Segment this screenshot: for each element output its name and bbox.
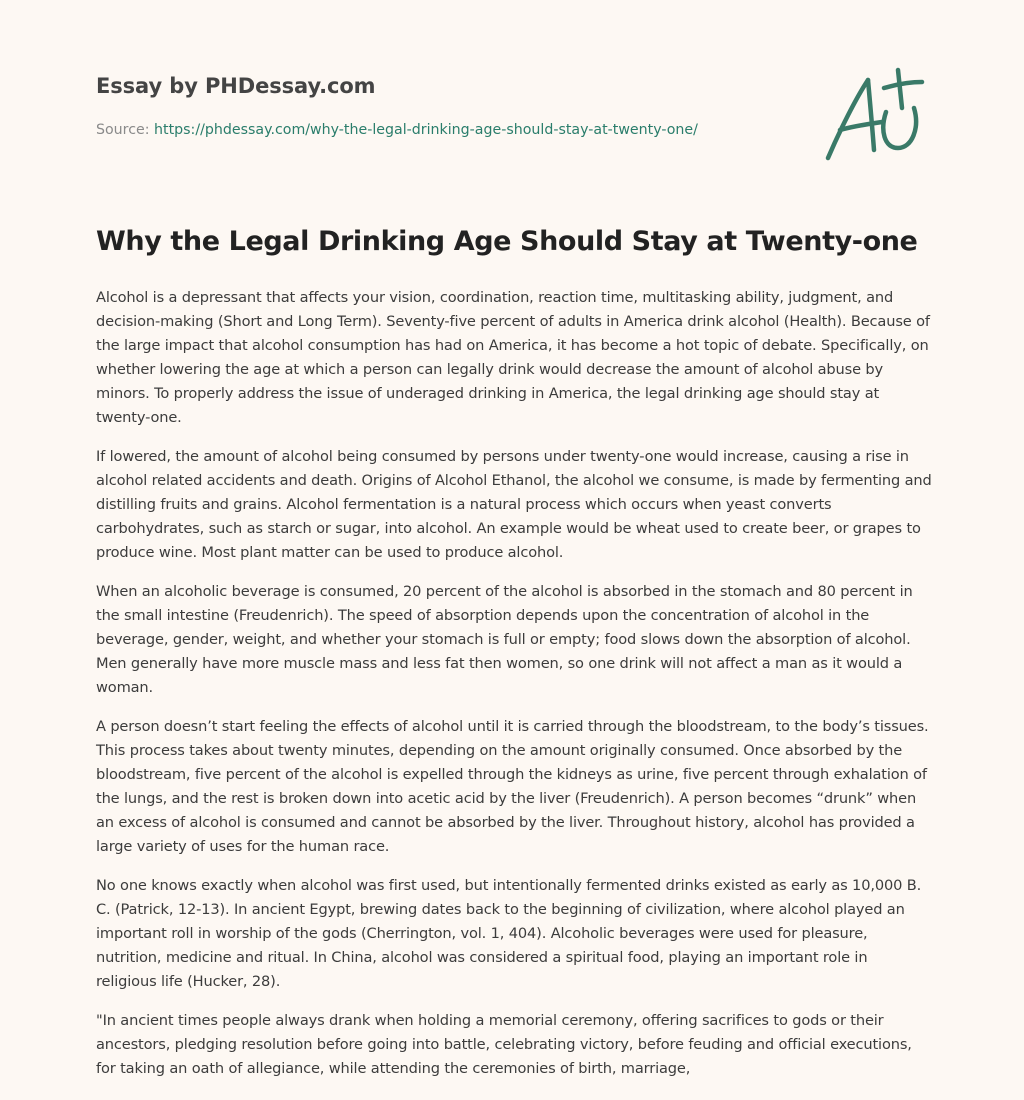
a-plus-logo-icon	[818, 64, 930, 168]
essay-paragraph: "In ancient times people always drank when holding a memorial ceremony, offering sacrifices to gods or their ancestors, pledging resolution before going into battle, celebrating victory, before feuding and official executions, for taking an oath of allegiance, while attending the ceremonies of birth, marriage,	[96, 1012, 912, 1077]
source-line	[96, 122, 796, 138]
essay-paragraph: If lowered, the amount of alcohol being consumed by persons under twenty-one would increase, causing a rise in alcohol related accidents and death. Origins of Alcohol Ethanol, the alcohol we consume, is made by fermenting and distilling fruits and grains. Alcohol fermentation is a natural process which occurs when yeast converts carbohydrates, such as starch or sugar, into alcohol. An example would be wheat used to create beer, or grapes to produce wine. Most plant matter can be used to produce alcohol.	[96, 448, 932, 561]
essay-paragraph: When an alcoholic beverage is consumed, 20 percent of the alcohol is absorbed in the stomach and 80 percent in the small intestine (Freudenrich). The speed of absorption depends upon the concentration of alcohol in the beverage, gender, weight, and whether your stomach is full or empty; food slows down the absorption of alcohol. Men generally have more muscle mass and less fat then women, so one drink will not affect a man as it would a woman.	[96, 583, 913, 696]
site-brand: Essay by PHDessay.com	[96, 74, 376, 98]
essay-paragraph: Alcohol is a depressant that affects your vision, coordination, reaction time, multitasking ability, judgment, and decision-making (Short and Long Term). Seventy-five percent of adults in America drink alcohol (Health). Because of the large impact that alcohol consumption has had on America, it has become a hot topic of debate. Specifically, on whether lowering the age at which a person can legally drink would decrease the amount of alcohol abuse by minors. To properly address the issue of underaged drinking in America, the legal drinking age should stay at twenty-one.	[96, 289, 930, 426]
source-label: Source:	[96, 122, 155, 138]
essay-body	[96, 286, 932, 1096]
page-header	[96, 74, 796, 138]
source-link[interactable]: https://phdessay.com/why-the-legal-drinking-age-should-stay-at-twenty-one/	[154, 122, 698, 138]
essay-paragraph: No one knows exactly when alcohol was first used, but intentionally fermented drinks existed as early as 10,000 B. C. (Patrick, 12-13). In ancient Egypt, brewing dates back to the beginning of civilization, where alcohol played an important roll in worship of the gods (Cherrington, vol. 1, 404). Alcoholic beverages were used for pleasure, nutrition, medicine and ritual. In China, alcohol was considered a spiritual food, playing an important role in religious life (Hucker, 28).	[96, 877, 922, 990]
essay-title: Why the Legal Drinking Age Should Stay at Twenty-one	[96, 226, 918, 257]
essay-paragraph: A person doesn’t start feeling the effects of alcohol until it is carried through the bloodstream, to the body’s tissues. This process takes about twenty minutes, depending on the amount originally consumed. Once absorbed by the bloodstream, five percent of the alcohol is expelled through the kidneys as urine, five percent through exhalation of the lungs, and the rest is broken down into acetic acid by the liver (Freudenrich). A person becomes “drunk” when an excess of alcohol is consumed and cannot be absorbed by the liver. Throughout history, alcohol has provided a large variety of uses for the human race.	[96, 718, 929, 855]
